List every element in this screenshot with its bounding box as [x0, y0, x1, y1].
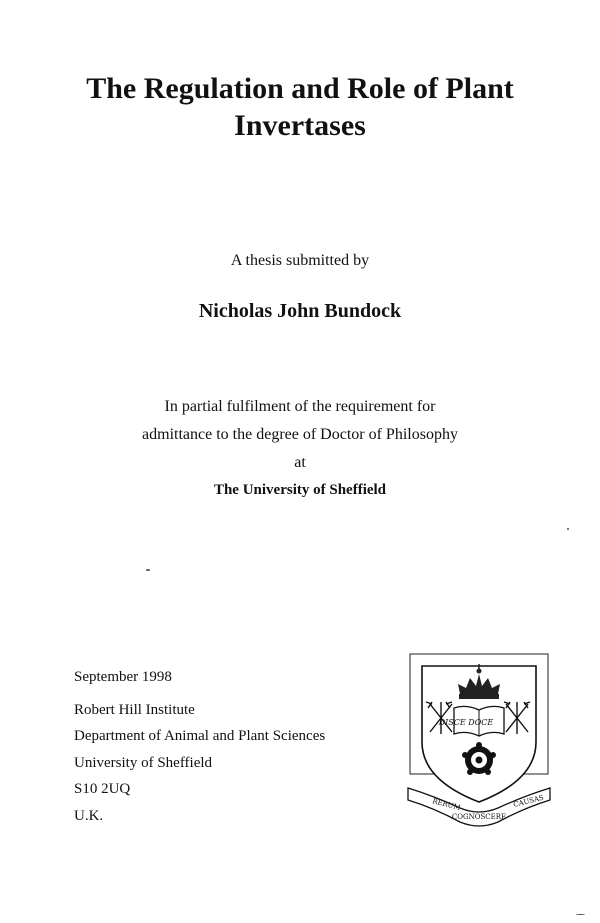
- submission-date: September 1998: [74, 669, 172, 685]
- requirement-line-2: admittance to the degree of Doctor of Philosophy: [142, 426, 458, 443]
- book-text: DISCE DOCE: [438, 718, 494, 727]
- speck: [576, 914, 585, 915]
- submitted-by-text: A thesis submitted by: [230, 252, 370, 269]
- thesis-title-line-1: The Regulation and Role of Plant: [86, 72, 514, 105]
- motto-right: CAUSAS: [512, 793, 545, 809]
- institute-name: Robert Hill Institute: [74, 701, 195, 718]
- university-crest: [404, 652, 554, 828]
- university-address: University of Sheffield: [74, 754, 213, 771]
- department-name: Department of Animal and Plant Sciences: [74, 728, 326, 744]
- speck: [146, 569, 150, 571]
- country: U.K.: [74, 807, 104, 824]
- postcode: S10 2UQ: [74, 781, 131, 797]
- motto-left: RERUM: [431, 797, 462, 812]
- submission-details: [74, 664, 325, 829]
- motto-center: COGNOSCERE: [451, 813, 507, 821]
- author-name: Nicholas John Bundock: [198, 300, 402, 322]
- thesis-title: [0, 70, 600, 144]
- speck: [567, 528, 569, 530]
- requirement-line-3: at: [294, 454, 306, 471]
- requirement-line-1: In partial fulfilment of the requirement for: [164, 398, 436, 415]
- thesis-title-line-2: Invertases: [234, 109, 366, 142]
- university-name: The University of Sheffield: [213, 482, 387, 498]
